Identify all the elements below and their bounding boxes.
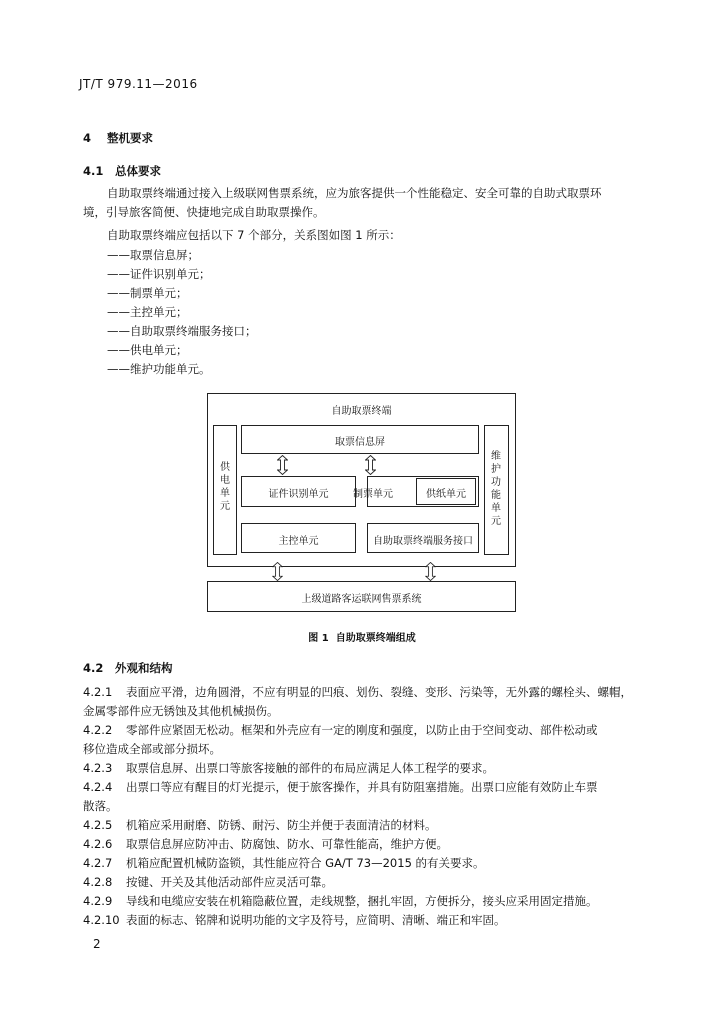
clause-number: 4.2.9 xyxy=(83,894,113,908)
clause-item xyxy=(83,759,632,778)
clause-text: 导线和电缆应安装在机箱隐蔽位置，走线规整，捆扎牢固，方便拆分，接头应采用固定措施。 xyxy=(126,894,598,908)
parts-list-item: ——证件识别单元； xyxy=(107,267,211,281)
clause-number: 4.2.6 xyxy=(83,837,113,851)
page-number: 2 xyxy=(93,937,101,951)
service-interface-label: 自助取票终端服务接口 xyxy=(373,536,473,547)
parts-list-item: ——主控单元； xyxy=(107,305,188,319)
bidirectional-arrow-icon xyxy=(365,455,376,475)
clause-item xyxy=(83,892,632,911)
clause-text: 取票信息屏、出票口等旅客接触的部件的布局应满足人体工程学的要求。 xyxy=(126,761,494,775)
terminal-outer-label: 自助取票终端 xyxy=(331,406,392,417)
clause-number: 4.2.8 xyxy=(83,875,113,889)
clause-number: 4.2.3 xyxy=(83,761,113,775)
clause-number: 4.2.4 xyxy=(83,780,113,794)
section-4-2-title: 外观和结构 xyxy=(115,661,173,675)
clause-text: 取票信息屏应防冲击、防腐蚀、防水、可靠性能高，维护方便。 xyxy=(126,837,448,851)
parts-list-item: ——供电单元； xyxy=(107,343,188,357)
parts-list-item: ——制票单元； xyxy=(107,286,188,300)
intro-paragraph-line-1: 自助取票终端通过接入上级联网售票系统，应为旅客提供一个性能稳定、安全可靠的自助式取票环 xyxy=(107,186,602,200)
clause-number: 4.2.1 xyxy=(83,685,113,699)
clause-number: 4.2.2 xyxy=(83,723,113,737)
section-4-number: 4 xyxy=(83,131,92,145)
parts-list-item: ——自助取票终端服务接口； xyxy=(107,324,257,338)
document-code-header: JT/T 979.11—2016 xyxy=(79,77,198,91)
intro-paragraph-2: 自助取票终端应包括以下 7 个部分，关系图如图 1 所示： xyxy=(107,228,401,242)
clause-continuation: 金属零部件应无锈蚀及其他机械损伤。 xyxy=(83,704,279,718)
clause-list xyxy=(83,683,632,930)
intro-paragraph-line-2: 境，引导旅客简便、快捷地完成自助取票操作。 xyxy=(83,205,325,219)
figure-number: 图 1 xyxy=(308,633,329,644)
clause-continuation: 移位造成全部或部分损坏。 xyxy=(83,742,221,756)
clause-number: 4.2.7 xyxy=(83,856,113,870)
section-4-2-number: 4.2 xyxy=(83,661,104,675)
clause-item xyxy=(83,816,632,835)
section-4-2-heading xyxy=(83,660,173,676)
clause-number: 4.2.10 xyxy=(83,913,120,927)
parts-list-item: ——维护功能单元。 xyxy=(107,362,211,376)
figure-title: 自助取票终端组成 xyxy=(335,633,416,644)
paper-supply-unit-label: 供纸单元 xyxy=(426,489,466,500)
id-recognition-unit-label: 证件识别单元 xyxy=(268,489,329,500)
ticket-printing-unit-label: 制票单元 xyxy=(353,489,393,500)
section-4-1-heading xyxy=(83,163,161,179)
ticket-info-screen-label: 取票信息屏 xyxy=(335,437,385,448)
clause-text: 机箱应配置机械防盗锁，其性能应符合 GA/T 73—2015 的有关要求。 xyxy=(126,856,485,870)
upper-system-label: 上级道路客运联网售票系统 xyxy=(301,594,422,605)
clause-item xyxy=(83,835,632,854)
clause-item xyxy=(83,911,632,930)
clause-text: 机箱应采用耐磨、防锈、耐污、防尘并便于表面清洁的材料。 xyxy=(126,818,437,832)
clause-item xyxy=(83,854,632,873)
section-4-title: 整机要求 xyxy=(107,131,153,145)
bidirectional-arrow-icon xyxy=(425,562,436,581)
clause-item xyxy=(83,721,632,740)
section-4-1-title: 总体要求 xyxy=(115,164,161,178)
section-4-heading xyxy=(83,130,153,146)
clause-text: 出票口等应有醒目的灯光提示，便于旅客操作，并具有防阻塞措施。出票口应能有效防止车票 xyxy=(126,780,598,794)
parts-list xyxy=(107,246,257,379)
bidirectional-arrow-icon xyxy=(277,455,288,475)
figure-caption xyxy=(0,629,724,644)
clause-item xyxy=(83,683,632,702)
clause-text: 表面的标志、铭牌和说明功能的文字及符号，应简明、清晰、端正和牢固。 xyxy=(126,913,506,927)
maintenance-unit-label: 维护功能单元 xyxy=(491,451,501,527)
parts-list-item: ——取票信息屏； xyxy=(107,248,199,262)
bidirectional-arrow-icon xyxy=(272,562,283,581)
clause-text: 零部件应紧固无松动。框架和外壳应有一定的刚度和强度，以防止由于空间变动、部件松动或 xyxy=(126,723,598,737)
clause-text: 表面应平滑，边角圆滑，不应有明显的凹痕、划伤、裂缝、变形、污染等，无外露的螺栓头、螺帽， xyxy=(126,685,632,699)
section-4-1-number: 4.1 xyxy=(83,164,104,178)
clause-number: 4.2.5 xyxy=(83,818,113,832)
clause-item xyxy=(83,778,632,797)
power-unit-label: 供电单元 xyxy=(220,462,230,512)
clause-item xyxy=(83,873,632,892)
main-control-unit-label: 主控单元 xyxy=(278,536,319,547)
clause-text: 按键、开关及其他活动部件应灵活可靠。 xyxy=(126,875,333,889)
clause-continuation: 散落。 xyxy=(83,799,118,813)
